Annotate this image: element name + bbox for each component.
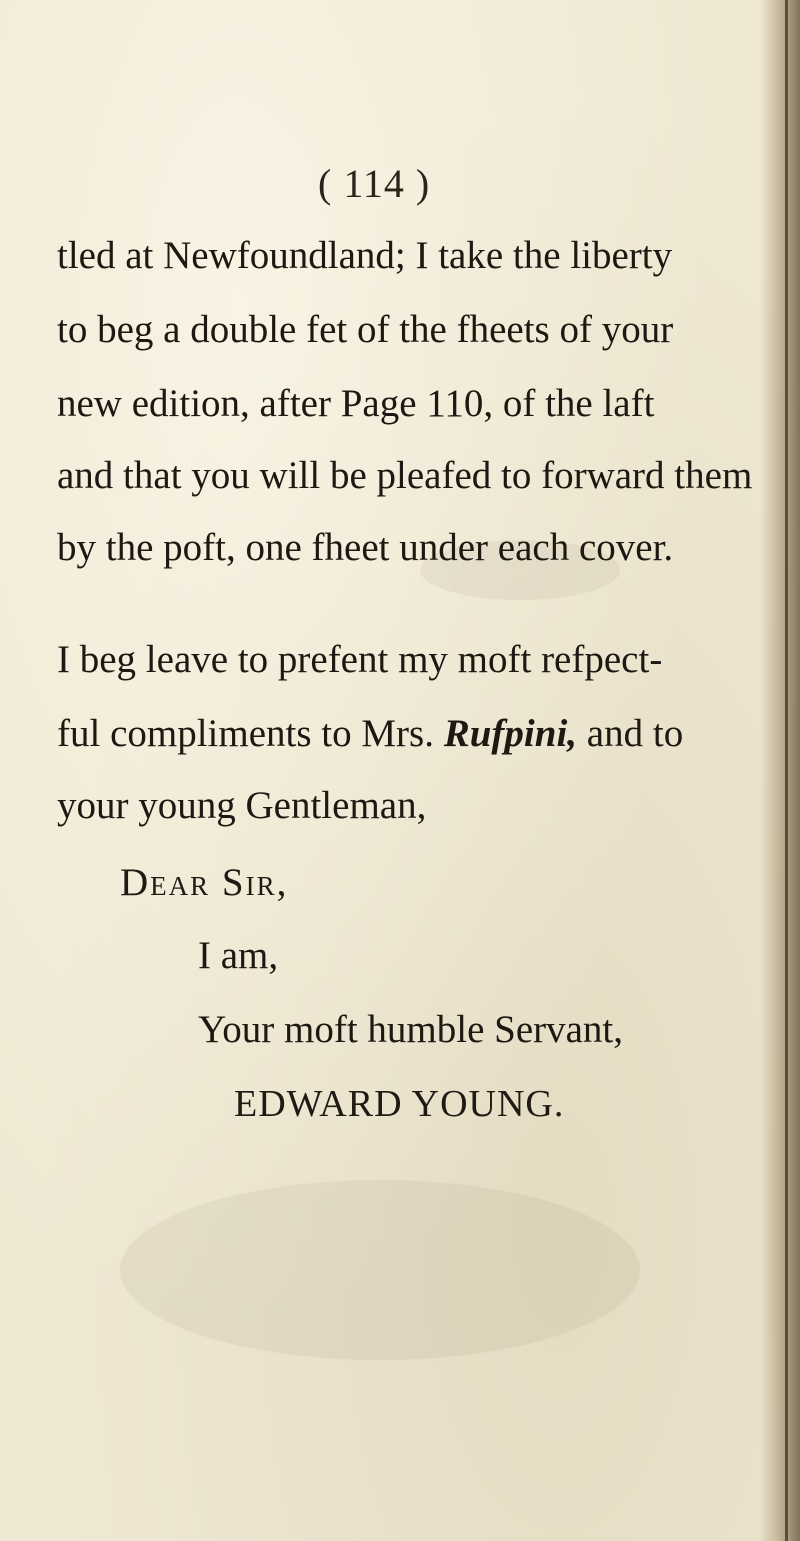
text-line: your young Gentleman, bbox=[57, 784, 427, 827]
text-line: I beg leave to prefent my moft refpect- bbox=[57, 638, 663, 681]
closing-line: I am, bbox=[198, 934, 279, 977]
page-edge bbox=[785, 0, 788, 1541]
text-line: and that you will be pleafed to forward them bbox=[57, 454, 753, 497]
text-fragment: ful compliments to Mrs. bbox=[57, 712, 444, 755]
closing-line: Your moft humble Servant, bbox=[198, 1008, 624, 1051]
signature: EDWARD YOUNG. bbox=[234, 1083, 565, 1125]
page-edge-shadow bbox=[760, 0, 800, 1541]
text-line: to beg a double fet of the fheets of your bbox=[57, 308, 674, 351]
text-line bbox=[57, 714, 683, 753]
text-line: by the poft, one fheet under each cover. bbox=[57, 526, 674, 569]
paper-stain bbox=[120, 1180, 640, 1360]
text-fragment: and to bbox=[577, 712, 684, 755]
text-line: new edition, after Page 110, of the laft bbox=[57, 382, 655, 425]
page-number: ( 114 ) bbox=[318, 161, 431, 206]
recipient-name: Rufpini, bbox=[443, 712, 578, 755]
salutation: Dear Sir, bbox=[120, 861, 289, 904]
text-line: tled at Newfoundland; I take the liberty bbox=[57, 234, 673, 277]
